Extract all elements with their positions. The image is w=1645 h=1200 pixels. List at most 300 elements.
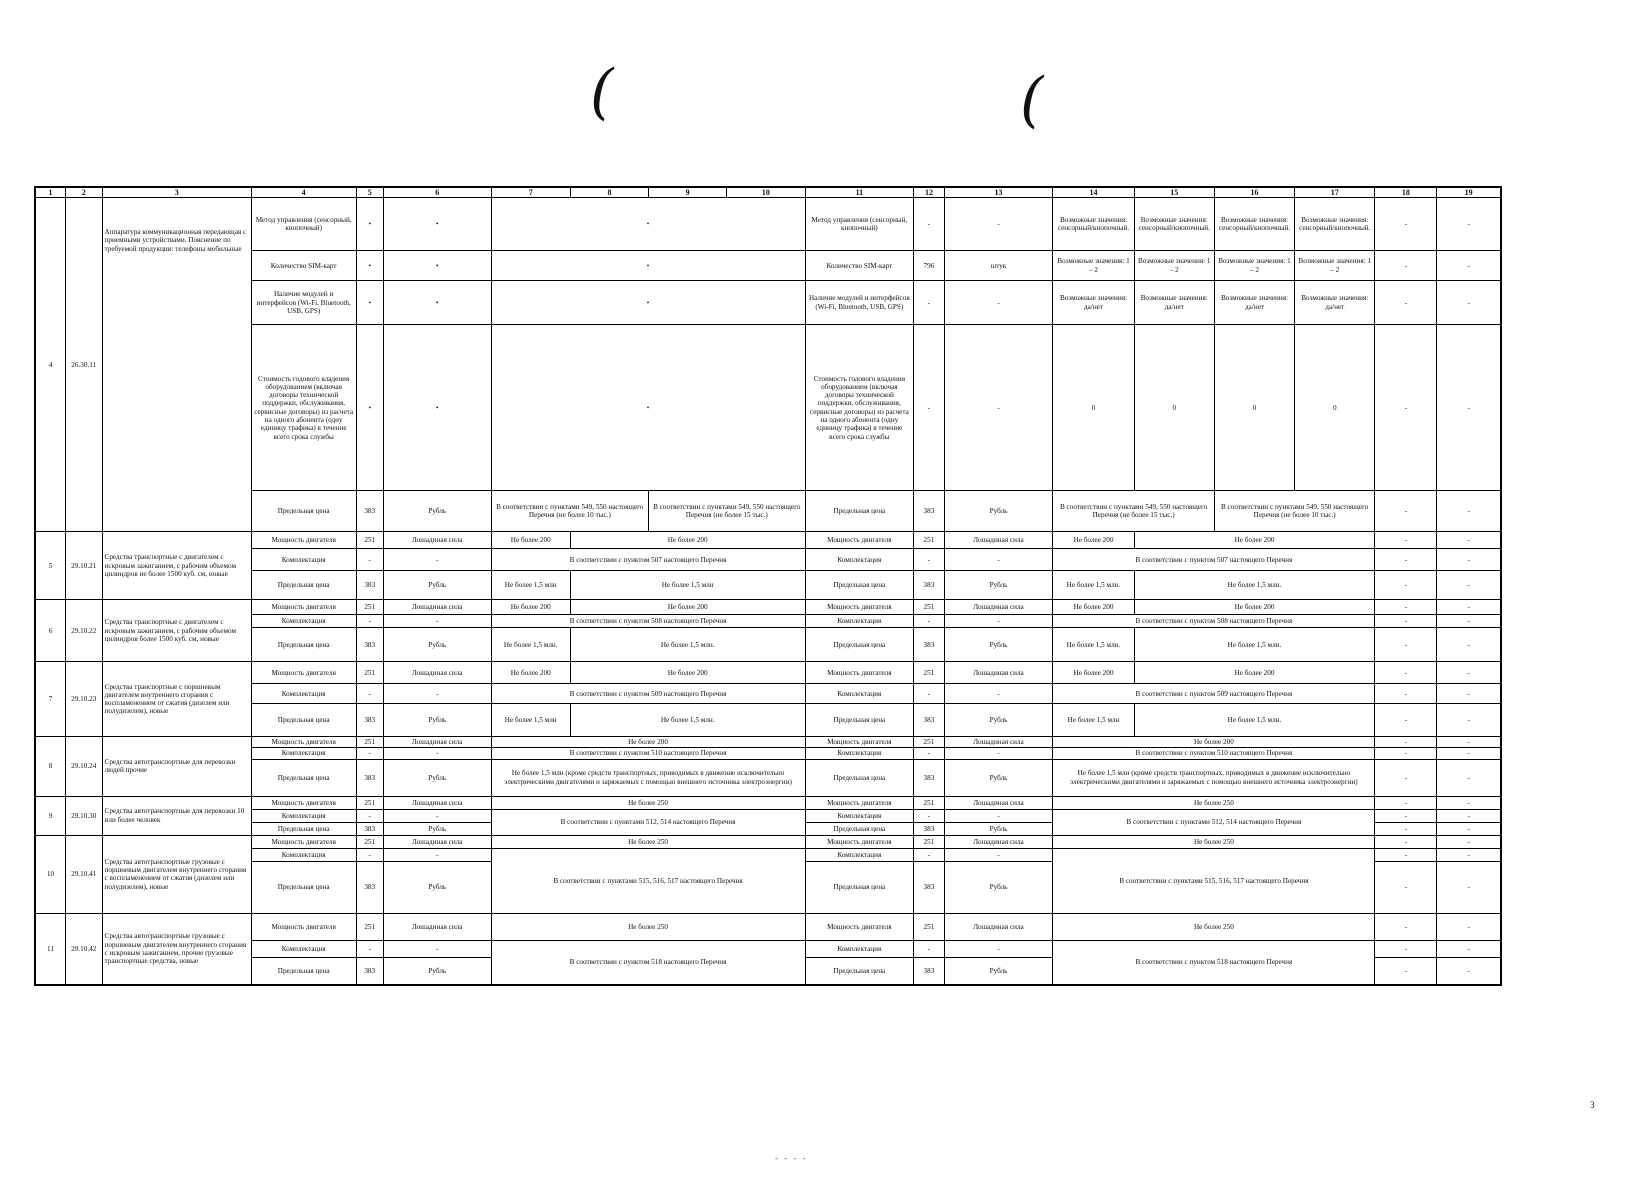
value-cell: - bbox=[1437, 600, 1501, 615]
footer-dots: - - - - bbox=[775, 1153, 808, 1163]
characteristic-name: Предельная цена bbox=[805, 822, 914, 835]
unit-code: - bbox=[356, 809, 383, 822]
value-cell: Не более 200 bbox=[1134, 662, 1375, 684]
characteristic-name: Мощность двигателя bbox=[805, 737, 914, 748]
value-cell: Возможные значения: сенсорный/кнопочный. bbox=[1053, 198, 1134, 251]
characteristic-name: Предельная цена bbox=[805, 957, 914, 985]
value-cell: В соответствии с пунктом 507 настоящего Перечня bbox=[491, 549, 805, 571]
unit-name: • bbox=[383, 198, 491, 251]
table-row bbox=[35, 759, 1501, 796]
value-cell: - bbox=[1375, 848, 1437, 861]
value-cell: - bbox=[1437, 957, 1501, 985]
value-cell: - bbox=[1437, 704, 1501, 737]
unit-code: 796 bbox=[914, 251, 944, 281]
value-cell: В соответствии с пунктом 508 настоящего Перечня bbox=[1053, 615, 1375, 628]
unit-code: 383 bbox=[914, 491, 944, 532]
characteristic-name: Мощность двигателя bbox=[251, 835, 356, 848]
value-cell: Не более 200 bbox=[1053, 737, 1375, 748]
value-cell: - bbox=[1437, 198, 1501, 251]
value-cell: - bbox=[1375, 913, 1437, 940]
value-cell: Не более 1,5 млн. bbox=[1053, 628, 1134, 662]
unit-name: • bbox=[383, 251, 491, 281]
value-cell: Возможные значения: да/нет bbox=[1134, 281, 1214, 325]
row-number: 10 bbox=[35, 835, 65, 913]
value-cell: • bbox=[491, 325, 805, 491]
row-number: 7 bbox=[35, 662, 65, 737]
characteristic-name: Предельная цена bbox=[251, 759, 356, 796]
value-cell: - bbox=[1375, 198, 1437, 251]
table-row bbox=[35, 549, 1501, 571]
unit-code: 383 bbox=[356, 759, 383, 796]
col-header: 18 bbox=[1375, 187, 1437, 198]
unit-name: Лошадиная сила bbox=[944, 532, 1053, 549]
unit-code: - bbox=[914, 940, 944, 957]
value-cell: Возможные значения: 1 – 2 bbox=[1053, 251, 1134, 281]
characteristic-name: Мощность двигателя bbox=[805, 796, 914, 809]
characteristic-name: Предельная цена bbox=[805, 759, 914, 796]
value-cell: 0 bbox=[1295, 325, 1375, 491]
unit-code: - bbox=[914, 809, 944, 822]
col-header: 8 bbox=[570, 187, 648, 198]
characteristic-name: Комплектация bbox=[251, 748, 356, 759]
value-cell: - bbox=[1375, 549, 1437, 571]
characteristic-name: Комплектация bbox=[805, 748, 914, 759]
col-header: 15 bbox=[1134, 187, 1214, 198]
characteristic-name: Мощность двигателя bbox=[251, 913, 356, 940]
row-number: 11 bbox=[35, 913, 65, 985]
value-cell: Не более 250 bbox=[1053, 796, 1375, 809]
table-row bbox=[35, 281, 1501, 325]
characteristic-name: Мощность двигателя bbox=[251, 737, 356, 748]
value-cell: Возможные значения: да/нет bbox=[1053, 281, 1134, 325]
value-cell: - bbox=[1437, 281, 1501, 325]
characteristic-name: Комплектация bbox=[251, 615, 356, 628]
unit-name: Рубль bbox=[383, 491, 491, 532]
okpd-code: 29.10.30 bbox=[65, 796, 102, 835]
value-cell: - bbox=[1437, 940, 1501, 957]
col-header: 17 bbox=[1295, 187, 1375, 198]
value-cell: - bbox=[1437, 325, 1501, 491]
unit-code: 383 bbox=[914, 704, 944, 737]
value-cell: Не более 1,5 млн bbox=[491, 571, 570, 600]
value-cell: Не более 250 bbox=[491, 913, 805, 940]
product-name: Средства транспортные с двигателем с искровым зажиганием, с рабочим объемом цилиндров не более 1500 куб. см, новые bbox=[102, 532, 251, 600]
value-cell: - bbox=[1437, 759, 1501, 796]
col-header: 2 bbox=[65, 187, 102, 198]
okpd-code: 29.10.41 bbox=[65, 835, 102, 913]
unit-code: - bbox=[914, 615, 944, 628]
row-number: 8 bbox=[35, 737, 65, 797]
value-cell: - bbox=[1375, 809, 1437, 822]
value-cell: - bbox=[1375, 532, 1437, 549]
characteristic-name: Предельная цена bbox=[251, 957, 356, 985]
table-row bbox=[35, 809, 1501, 822]
value-cell: Не более 200 bbox=[491, 737, 805, 748]
value-cell: Не более 1,5 млн. bbox=[1134, 704, 1375, 737]
value-cell: В соответствии с пунктом 508 настоящего Перечня bbox=[491, 615, 805, 628]
value-cell: Не более 250 bbox=[1053, 835, 1375, 848]
unit-code: 251 bbox=[356, 532, 383, 549]
characteristic-name: Комплектация bbox=[805, 848, 914, 861]
unit-name: - bbox=[944, 325, 1053, 491]
value-cell: Не более 200 bbox=[491, 600, 570, 615]
value-cell: Не более 200 bbox=[1134, 532, 1375, 549]
value-cell: В соответствии с пунктом 509 настоящего Перечня bbox=[491, 684, 805, 704]
value-cell: - bbox=[1375, 796, 1437, 809]
value-cell: Не более 200 bbox=[570, 532, 805, 549]
characteristic-name: Комплектация bbox=[805, 549, 914, 571]
unit-name: Лошадиная сила bbox=[383, 600, 491, 615]
unit-code: 383 bbox=[356, 861, 383, 913]
value-cell: В соответствии с пунктами 549, 550 настоящего Перечня (не более 10 тыс.) bbox=[1214, 491, 1375, 532]
value-cell: Не более 1,5 млн. bbox=[570, 704, 805, 737]
value-cell: - bbox=[1375, 957, 1437, 985]
unit-name: - bbox=[944, 684, 1053, 704]
unit-name: - bbox=[944, 848, 1053, 861]
value-cell: - bbox=[1375, 748, 1437, 759]
unit-name: Рубль bbox=[944, 628, 1053, 662]
value-cell: - bbox=[1437, 913, 1501, 940]
unit-code: 251 bbox=[356, 737, 383, 748]
characteristic-name: Количество SIM-карт bbox=[805, 251, 914, 281]
value-cell: - bbox=[1375, 704, 1437, 737]
unit-code: 383 bbox=[356, 957, 383, 985]
unit-code: - bbox=[914, 549, 944, 571]
unit-name: Рубль bbox=[944, 822, 1053, 835]
unit-code: 251 bbox=[914, 600, 944, 615]
value-cell: - bbox=[1375, 684, 1437, 704]
value-cell: - bbox=[1375, 737, 1437, 748]
col-header: 6 bbox=[383, 187, 491, 198]
unit-code: 383 bbox=[914, 822, 944, 835]
characteristic-name: Комплектация bbox=[805, 684, 914, 704]
value-cell: Не более 1,5 млн bbox=[491, 704, 570, 737]
value-cell: Не более 1,5 млн (кроме средств транспортных, приводимых в движение исключительно электрическими двигателями и заряжаемых с помощью внешнего источника электроэнергии) bbox=[491, 759, 805, 796]
value-cell: Возможные значения: 1 – 2 bbox=[1134, 251, 1214, 281]
col-header: 19 bbox=[1437, 187, 1501, 198]
unit-code: 251 bbox=[914, 737, 944, 748]
handwritten-mark-right: ( bbox=[1020, 65, 1044, 135]
characteristic-name: Предельная цена bbox=[251, 628, 356, 662]
characteristic-name: Предельная цена bbox=[251, 861, 356, 913]
unit-code: • bbox=[356, 251, 383, 281]
col-header: 10 bbox=[727, 187, 805, 198]
characteristic-name: Комплектация bbox=[805, 615, 914, 628]
value-cell: В соответствии с пунктами 512, 514 настоящего Перечня bbox=[1053, 809, 1375, 835]
unit-name: - bbox=[383, 549, 491, 571]
value-cell: В соответствии с пунктами 515, 516, 517 настоящего Перечня bbox=[1053, 848, 1375, 913]
characteristic-name: Предельная цена bbox=[805, 861, 914, 913]
unit-name: Рубль bbox=[944, 861, 1053, 913]
unit-name: Лошадиная сила bbox=[383, 737, 491, 748]
table-row bbox=[35, 848, 1501, 861]
value-cell: Не более 1,5 млн. bbox=[570, 628, 805, 662]
unit-code: - bbox=[356, 748, 383, 759]
unit-name: Лошадиная сила bbox=[944, 796, 1053, 809]
unit-name: Лошадиная сила bbox=[944, 913, 1053, 940]
value-cell: - bbox=[1375, 491, 1437, 532]
value-cell: Не более 200 bbox=[1053, 662, 1134, 684]
table-row bbox=[35, 748, 1501, 759]
value-cell: - bbox=[1437, 491, 1501, 532]
characteristic-name: Мощность двигателя bbox=[251, 532, 356, 549]
table-row bbox=[35, 684, 1501, 704]
characteristic-name: Комплектация bbox=[251, 940, 356, 957]
unit-code: 251 bbox=[356, 913, 383, 940]
column-number-row bbox=[35, 187, 1501, 198]
value-cell: - bbox=[1375, 600, 1437, 615]
value-cell: В соответствии с пунктом 509 настоящего Перечня bbox=[1053, 684, 1375, 704]
unit-code: - bbox=[356, 549, 383, 571]
value-cell: В соответствии с пунктом 518 настоящего Перечня bbox=[491, 940, 805, 985]
unit-name: Лошадиная сила bbox=[383, 662, 491, 684]
characteristic-name: Наличие модулей и интерфейсов (Wi-Fi, Bluetooth, USB, GPS) bbox=[251, 281, 356, 325]
unit-name: Рубль bbox=[383, 822, 491, 835]
value-cell: - bbox=[1437, 822, 1501, 835]
characteristic-name: Предельная цена bbox=[251, 491, 356, 532]
value-cell: - bbox=[1375, 822, 1437, 835]
characteristic-name: Мощность двигателя bbox=[805, 532, 914, 549]
value-cell: 0 bbox=[1214, 325, 1294, 491]
characteristic-name: Предельная цена bbox=[251, 704, 356, 737]
product-name: Средства транспортные с двигателем с искровым зажиганием, с рабочим объемом цилиндров более 1500 куб. см, новые bbox=[102, 600, 251, 662]
value-cell: - bbox=[1375, 571, 1437, 600]
unit-name: Рубль bbox=[944, 957, 1053, 985]
unit-code: - bbox=[914, 281, 944, 325]
value-cell: Возможные значения: сенсорный/кнопочный. bbox=[1295, 198, 1375, 251]
value-cell: Не более 200 bbox=[1053, 600, 1134, 615]
table-row bbox=[35, 835, 1501, 848]
value-cell: - bbox=[1437, 835, 1501, 848]
okpd-code: 29.10.42 bbox=[65, 913, 102, 985]
unit-name: Лошадиная сила bbox=[383, 796, 491, 809]
table-row bbox=[35, 615, 1501, 628]
table-row bbox=[35, 662, 1501, 684]
table-row bbox=[35, 940, 1501, 957]
value-cell: - bbox=[1375, 251, 1437, 281]
okpd-code: 29.10.21 bbox=[65, 532, 102, 600]
value-cell: Не более 1,5 млн bbox=[1053, 704, 1134, 737]
unit-code: 251 bbox=[914, 796, 944, 809]
page-number: 3 bbox=[1590, 1100, 1595, 1110]
value-cell: Не более 1,5 млн (кроме средств транспортных, приводимых в движение исключительно электрическими двигателями и заряжаемых с помощью внешнего источника электроэнергии) bbox=[1053, 759, 1375, 796]
value-cell: Возможные значения: сенсорный/кнопочный. bbox=[1134, 198, 1214, 251]
table-row bbox=[35, 532, 1501, 549]
characteristic-name: Комплектация bbox=[251, 848, 356, 861]
characteristic-name: Наличие модулей и интерфейсов (Wi-Fi, Bluetooth, USB, GPS) bbox=[805, 281, 914, 325]
value-cell: Не более 1,5 млн bbox=[570, 571, 805, 600]
value-cell: В соответствии с пунктом 510 настоящего Перечня bbox=[1053, 748, 1375, 759]
col-header: 3 bbox=[102, 187, 251, 198]
row-number: 9 bbox=[35, 796, 65, 835]
table-row bbox=[35, 491, 1501, 532]
characteristic-name: Комплектация bbox=[251, 549, 356, 571]
characteristic-name: Предельная цена bbox=[805, 491, 914, 532]
table-row bbox=[35, 198, 1501, 251]
unit-code: 251 bbox=[356, 835, 383, 848]
unit-code: 383 bbox=[356, 491, 383, 532]
requirements-table bbox=[34, 186, 1502, 986]
product-name: Средства автотранспортные грузовые с поршневым двигателем внутреннего сгорания с искровым зажиганием, прочие грузовые транспортные средства, новые bbox=[102, 913, 251, 985]
unit-name: Рубль bbox=[383, 628, 491, 662]
table-row bbox=[35, 913, 1501, 940]
unit-name: Рубль bbox=[944, 704, 1053, 737]
table-row bbox=[35, 600, 1501, 615]
unit-name: Рубль bbox=[383, 861, 491, 913]
value-cell: В соответствии с пунктами 549, 550 настоящего Перечня (не более 10 тыс.) bbox=[491, 491, 648, 532]
unit-code: 251 bbox=[914, 662, 944, 684]
col-header: 13 bbox=[944, 187, 1053, 198]
value-cell: Не более 200 bbox=[491, 662, 570, 684]
col-header: 9 bbox=[649, 187, 727, 198]
characteristic-name: Мощность двигателя bbox=[251, 796, 356, 809]
unit-code: - bbox=[914, 684, 944, 704]
unit-code: 383 bbox=[914, 571, 944, 600]
characteristic-name: Метод управления (сенсорный, кнопочный) bbox=[805, 198, 914, 251]
unit-name: Рубль bbox=[383, 957, 491, 985]
product-name: Средства автотранспортные для перевозки 10 или более человек bbox=[102, 796, 251, 835]
unit-code: • bbox=[356, 281, 383, 325]
unit-name: - bbox=[944, 809, 1053, 822]
unit-name: - bbox=[383, 940, 491, 957]
characteristic-name: Комплектация bbox=[805, 809, 914, 822]
unit-name: Лошадиная сила bbox=[383, 835, 491, 848]
unit-name: Лошадиная сила bbox=[383, 913, 491, 940]
unit-name: - bbox=[383, 748, 491, 759]
table-row bbox=[35, 737, 1501, 748]
unit-code: - bbox=[356, 848, 383, 861]
unit-code: 251 bbox=[914, 532, 944, 549]
unit-name: - bbox=[383, 684, 491, 704]
unit-name: Рубль bbox=[944, 759, 1053, 796]
unit-code: 383 bbox=[356, 571, 383, 600]
unit-name: - bbox=[944, 549, 1053, 571]
unit-name: - bbox=[383, 848, 491, 861]
row-number: 6 bbox=[35, 600, 65, 662]
value-cell: Не более 200 bbox=[1053, 532, 1134, 549]
col-header: 1 bbox=[35, 187, 65, 198]
value-cell: Возможные значения: сенсорный/кнопочный. bbox=[1214, 198, 1294, 251]
value-cell: - bbox=[1375, 662, 1437, 684]
table-row bbox=[35, 628, 1501, 662]
unit-code: 383 bbox=[356, 704, 383, 737]
unit-code: 251 bbox=[356, 600, 383, 615]
unit-code: - bbox=[356, 684, 383, 704]
unit-code: 251 bbox=[356, 796, 383, 809]
value-cell: Возможные значения: 1 – 2 bbox=[1295, 251, 1375, 281]
value-cell: В соответствии с пунктами 512, 514 настоящего Перечня bbox=[491, 809, 805, 835]
col-header: 5 bbox=[356, 187, 383, 198]
col-header: 14 bbox=[1053, 187, 1134, 198]
characteristic-name: Мощность двигателя bbox=[251, 662, 356, 684]
table-row bbox=[35, 704, 1501, 737]
value-cell: Не более 200 bbox=[570, 600, 805, 615]
col-header: 4 bbox=[251, 187, 356, 198]
unit-name: Рубль bbox=[383, 571, 491, 600]
unit-name: - bbox=[383, 615, 491, 628]
value-cell: В соответствии с пунктом 510 настоящего Перечня bbox=[491, 748, 805, 759]
value-cell: - bbox=[1437, 809, 1501, 822]
value-cell: В соответствии с пунктом 507 настоящего Перечня bbox=[1053, 549, 1375, 571]
value-cell: - bbox=[1437, 549, 1501, 571]
value-cell: Не более 200 bbox=[491, 532, 570, 549]
characteristic-name: Мощность двигателя bbox=[805, 600, 914, 615]
unit-code: 383 bbox=[914, 861, 944, 913]
row-number: 4 bbox=[35, 198, 65, 532]
value-cell: - bbox=[1375, 940, 1437, 957]
value-cell: - bbox=[1375, 615, 1437, 628]
value-cell: В соответствии с пунктами 549, 550 настоящего Перечня (не более 15 тыс.) bbox=[649, 491, 805, 532]
handwritten-mark-left: ( bbox=[590, 57, 614, 127]
value-cell: Возможные значения: да/нет bbox=[1295, 281, 1375, 325]
value-cell: - bbox=[1437, 861, 1501, 913]
unit-code: 383 bbox=[356, 628, 383, 662]
value-cell: - bbox=[1437, 532, 1501, 549]
characteristic-name: Количество SIM-карт bbox=[251, 251, 356, 281]
value-cell: В соответствии с пунктом 518 настоящего Перечня bbox=[1053, 940, 1375, 985]
value-cell: - bbox=[1375, 759, 1437, 796]
unit-code: 383 bbox=[914, 759, 944, 796]
characteristic-name: Предельная цена bbox=[805, 571, 914, 600]
value-cell: - bbox=[1437, 251, 1501, 281]
unit-code: • bbox=[356, 198, 383, 251]
value-cell: - bbox=[1437, 848, 1501, 861]
value-cell: В соответствии с пунктами 549, 550 настоящего Перечня (не более 15 тыс.) bbox=[1053, 491, 1215, 532]
product-name: Средства транспортные с поршневым двигателем внутреннего сгорания с воспламенением от сжатия (дизелем или полудизелем), новые bbox=[102, 662, 251, 737]
value-cell: • bbox=[491, 198, 805, 251]
unit-code: - bbox=[914, 325, 944, 491]
value-cell: - bbox=[1375, 628, 1437, 662]
value-cell: Не более 1,5 млн. bbox=[491, 628, 570, 662]
unit-code: - bbox=[914, 198, 944, 251]
value-cell: 0 bbox=[1134, 325, 1214, 491]
value-cell: - bbox=[1375, 835, 1437, 848]
unit-code: 383 bbox=[914, 628, 944, 662]
product-name: Аппаратура коммуникационная передающая с приемными устройствами. Пояснение по требуемой продукции: телефоны мобильные bbox=[102, 198, 251, 532]
value-cell: Не более 250 bbox=[491, 796, 805, 809]
value-cell: • bbox=[491, 251, 805, 281]
unit-name: Лошадиная сила bbox=[383, 532, 491, 549]
product-name: Средства автотранспортные грузовые с поршневым двигателем внутреннего сгорания с воспламенением от сжатия (дизелем или полудизелем), новые bbox=[102, 835, 251, 913]
unit-code: 383 bbox=[356, 822, 383, 835]
okpd-code: 29.10.22 bbox=[65, 600, 102, 662]
value-cell: - bbox=[1375, 281, 1437, 325]
unit-code: 251 bbox=[914, 913, 944, 940]
unit-code: 383 bbox=[914, 957, 944, 985]
value-cell: Не более 1,5 млн. bbox=[1053, 571, 1134, 600]
unit-name: - bbox=[944, 281, 1053, 325]
characteristic-name: Комплектация bbox=[251, 684, 356, 704]
unit-name: - bbox=[944, 198, 1053, 251]
value-cell: Не более 1,5 млн. bbox=[1134, 571, 1375, 600]
value-cell: Возможные значения: да/нет bbox=[1214, 281, 1294, 325]
characteristic-name: Мощность двигателя bbox=[805, 835, 914, 848]
unit-code: - bbox=[356, 615, 383, 628]
value-cell: - bbox=[1375, 861, 1437, 913]
unit-name: - bbox=[944, 748, 1053, 759]
value-cell: • bbox=[491, 281, 805, 325]
value-cell: Не более 1,5 млн. bbox=[1134, 628, 1375, 662]
unit-name: Лошадиная сила bbox=[944, 600, 1053, 615]
characteristic-name: Стоимость годового владения оборудованием (включая договоры технической поддержки, обслуживания, сервисные договоры) из расчета на одного абонента (одну единицу трафика) в течение всего срока службы bbox=[251, 325, 356, 491]
unit-name: - bbox=[944, 940, 1053, 957]
table-row bbox=[35, 571, 1501, 600]
unit-code: - bbox=[914, 748, 944, 759]
unit-name: штук bbox=[944, 251, 1053, 281]
value-cell: - bbox=[1437, 737, 1501, 748]
characteristic-name: Предельная цена bbox=[251, 822, 356, 835]
unit-code: • bbox=[356, 325, 383, 491]
